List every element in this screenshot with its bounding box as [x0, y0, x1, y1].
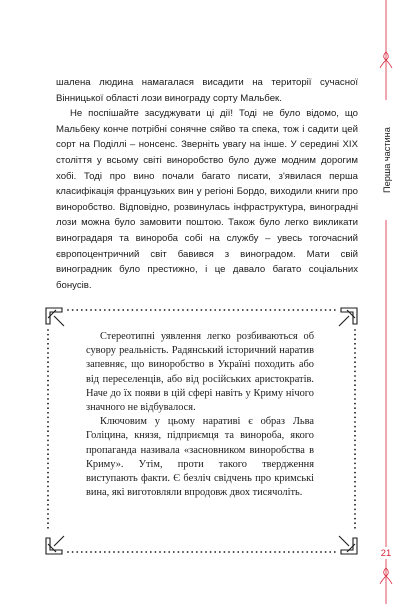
frame-dot [306, 309, 308, 311]
frame-dot [247, 309, 249, 311]
frame-dot [47, 417, 49, 419]
frame-dot [354, 435, 356, 437]
section-label: Перша частина [380, 100, 394, 220]
frame-dot [47, 412, 49, 414]
frame-dot [354, 518, 356, 520]
frame-dot [47, 375, 49, 377]
frame-dot [214, 551, 216, 553]
frame-dot [164, 309, 166, 311]
frame-dot [173, 551, 175, 553]
frame-dot [47, 518, 49, 520]
frame-dot [47, 499, 49, 501]
frame-dot [196, 309, 198, 311]
frame-dot [109, 551, 111, 553]
frame-dot [354, 458, 356, 460]
frame-dot [311, 551, 313, 553]
frame-dot [47, 453, 49, 455]
frame-dot [191, 309, 193, 311]
frame-dot [320, 551, 322, 553]
frame-dot [72, 309, 74, 311]
frame-dot [251, 309, 253, 311]
frame-dot [47, 467, 49, 469]
frame-dot [237, 551, 239, 553]
frame-dot [150, 309, 152, 311]
frame-dot [127, 551, 129, 553]
frame-dot [47, 472, 49, 474]
frame-dot [354, 375, 356, 377]
frame-dot [242, 309, 244, 311]
frame-dot [150, 551, 152, 553]
frame-dot [118, 309, 120, 311]
frame-dot [354, 453, 356, 455]
frame-dot [354, 343, 356, 345]
frame-dot [354, 407, 356, 409]
frame-dot [47, 366, 49, 368]
frame-dot [354, 334, 356, 336]
frame-dot [113, 309, 115, 311]
frame-dot [354, 430, 356, 432]
frame-dot [47, 352, 49, 354]
frame-dot [99, 551, 101, 553]
frame-dot [228, 551, 230, 553]
frame-dot [233, 309, 235, 311]
frame-dot [265, 309, 267, 311]
frame-dot [76, 309, 78, 311]
frame-dot [196, 551, 198, 553]
frame-dot [354, 357, 356, 359]
frame-dot [233, 551, 235, 553]
frame-dot [210, 309, 212, 311]
frame-dot [47, 495, 49, 497]
frame-dot [354, 348, 356, 350]
box-paragraph: Стереотипні уявлення легко розбиваються об сувору реальність. Радянський історичний наратив запевняє, що виноробство в Україні походить або від переселенців, або від російських аристократів. Наче до їх появи в цій сфері навіть у Криму нічого значного не відбувалося. [86, 331, 314, 414]
frame-dot [86, 309, 88, 311]
frame-dot [132, 551, 134, 553]
frame-dot [47, 435, 49, 437]
frame-dot [219, 309, 221, 311]
frame-dot [136, 551, 138, 553]
frame-dot [104, 309, 106, 311]
frame-dot [113, 551, 115, 553]
frame-dot [354, 398, 356, 400]
body-paragraph: Не поспішайте засуджувати ці дії! Тоді не було відомо, що Мальбеку конче потрібні сонячне сяйво та спека, тож і садити цей сорт на Поділлі – нонсенс. Зверніть увагу на інше. У середині XIX століття у всьому світі виноробство було дуже модним дорогим хобі. Тоді про вино почали багато писати, з'явилася перша класифікація французьких вин у регіоні Бордо, виходили книги про виноробство. Відповідно, розвинулась інфраструктура, виноградні лози можна було замовити поштою. Також було легко викликати виноградаря та винороба собі на службу – увесь тогочасний європоцентричний світ бавився з виноградом. Мати свій виноградник було престижно, і це давало багато соціальних бонусів. [56, 108, 358, 291]
frame-dot [274, 309, 276, 311]
frame-dot [354, 509, 356, 511]
frame-dot [228, 309, 230, 311]
frame-dot [329, 309, 331, 311]
frame-dot [354, 504, 356, 506]
frame-dot [47, 421, 49, 423]
frame-dot [127, 309, 129, 311]
frame-dot [297, 551, 299, 553]
frame-dot [47, 463, 49, 465]
frame-dot [47, 527, 49, 529]
frame-dot [47, 348, 49, 350]
frame-dot [191, 551, 193, 553]
frame-dot [334, 309, 336, 311]
frame-dot [47, 426, 49, 428]
page-number: 21 [367, 547, 405, 559]
frame-dot [311, 309, 313, 311]
frame-dot [141, 309, 143, 311]
frame-dot [47, 361, 49, 363]
frame-dot [141, 551, 143, 553]
frame-dot [274, 551, 276, 553]
frame-dot [354, 440, 356, 442]
frame-dot [288, 551, 290, 553]
frame-dot [354, 426, 356, 428]
boxed-text [86, 330, 314, 500]
frame-dot [354, 490, 356, 492]
frame-dot [47, 509, 49, 511]
frame-dot [354, 329, 356, 331]
frame-dot [47, 504, 49, 506]
frame-dot [279, 309, 281, 311]
frame-dot [354, 472, 356, 474]
frame-dot [178, 309, 180, 311]
frame-dot [354, 366, 356, 368]
frame-dot [122, 551, 124, 553]
frame-dot [86, 551, 88, 553]
frame-dot [81, 309, 83, 311]
frame-dot [354, 476, 356, 478]
frame-dot [270, 551, 272, 553]
frame-dot [155, 551, 157, 553]
frame-dot [47, 522, 49, 524]
frame-dot [247, 551, 249, 553]
frame-dot [47, 384, 49, 386]
frame-dot [354, 361, 356, 363]
frame-dot [354, 417, 356, 419]
frame-dot [164, 551, 166, 553]
frame-dot [270, 309, 272, 311]
frame-dot [47, 334, 49, 336]
frame-dot [90, 309, 92, 311]
frame-dot [354, 394, 356, 396]
frame-dot [354, 463, 356, 465]
body-text [56, 75, 358, 293]
frame-dot [47, 357, 49, 359]
frame-dot [260, 551, 262, 553]
frame-dot [47, 444, 49, 446]
frame-dot [354, 421, 356, 423]
frame-dot [47, 476, 49, 478]
box-paragraph: Ключовим у цьому наративі є образ Льва Голіцина, князя, підприємця та винороба, якого пропаганда називала «засновником виноробства в Криму». Утім, проти такого твердження виступають факти. Є безліч свідчень про кримські вина, які виготовляли впродовж двох тисячоліть. [86, 416, 314, 499]
frame-dot [242, 551, 244, 553]
frame-dot [47, 490, 49, 492]
frame-dot [47, 449, 49, 451]
frame-dot [182, 551, 184, 553]
frame-dot [67, 551, 69, 553]
frame-dot [47, 513, 49, 515]
frame-dot [354, 495, 356, 497]
frame-dot [47, 440, 49, 442]
frame-dot [205, 309, 207, 311]
frame-dot [81, 551, 83, 553]
frame-dot [47, 407, 49, 409]
frame-dot [47, 394, 49, 396]
frame-dot [354, 481, 356, 483]
frame-dot [72, 551, 74, 553]
frame-dot [104, 551, 106, 553]
frame-dot [90, 551, 92, 553]
frame-dot [187, 309, 189, 311]
frame-dot [210, 551, 212, 553]
frame-dot [182, 309, 184, 311]
frame-dot [237, 309, 239, 311]
frame-dot [159, 551, 161, 553]
frame-dot [67, 309, 69, 311]
frame-dot [334, 551, 336, 553]
frame-dot [47, 486, 49, 488]
frame-dot [316, 309, 318, 311]
frame-dot [155, 309, 157, 311]
frame-dot [47, 389, 49, 391]
frame-dot [293, 309, 295, 311]
frame-dot [178, 551, 180, 553]
frame-dot [168, 551, 170, 553]
sidebar-rule [376, 0, 396, 604]
frame-dot [47, 481, 49, 483]
frame-dot [224, 309, 226, 311]
frame-dot [306, 551, 308, 553]
frame-dot [47, 380, 49, 382]
frame-dot [293, 551, 295, 553]
frame-dot [354, 380, 356, 382]
frame-dot [205, 551, 207, 553]
frame-dot [354, 412, 356, 414]
frame-dot [187, 551, 189, 553]
frame-dot [47, 371, 49, 373]
frame-dot [354, 389, 356, 391]
frame-dot [283, 551, 285, 553]
frame-dot [118, 551, 120, 553]
frame-dot [47, 458, 49, 460]
frame-dot [47, 430, 49, 432]
frame-dot [320, 309, 322, 311]
frame-dot [354, 527, 356, 529]
frame-dot [354, 338, 356, 340]
frame-dot [256, 551, 258, 553]
frame-dot [201, 551, 203, 553]
frame-dot [47, 329, 49, 331]
frame-dot [354, 449, 356, 451]
frame-dot [95, 309, 97, 311]
frame-dot [122, 309, 124, 311]
frame-dot [95, 551, 97, 553]
frame-dot [354, 384, 356, 386]
frame-dot [325, 309, 327, 311]
frame-dot [145, 309, 147, 311]
frame-dot [260, 309, 262, 311]
frame-dot [99, 309, 101, 311]
frame-dot [47, 338, 49, 340]
frame-dot [47, 403, 49, 405]
frame-dot [354, 352, 356, 354]
frame-dot [256, 309, 258, 311]
frame-dot [159, 309, 161, 311]
frame-dot [168, 309, 170, 311]
frame-dot [354, 467, 356, 469]
frame-dot [224, 551, 226, 553]
frame-dot [297, 309, 299, 311]
frame-dot [354, 403, 356, 405]
frame-dot [288, 309, 290, 311]
frame-dot [136, 309, 138, 311]
frame-dot [47, 398, 49, 400]
frame-dot [279, 551, 281, 553]
frame-dot [76, 551, 78, 553]
frame-dot [329, 551, 331, 553]
frame-dot [325, 551, 327, 553]
frame-dot [109, 309, 111, 311]
frame-dot [145, 551, 147, 553]
frame-dot [354, 444, 356, 446]
frame-dot [302, 309, 304, 311]
frame-dot [201, 309, 203, 311]
frame-dot [354, 499, 356, 501]
frame-dot [265, 551, 267, 553]
frame-dot [132, 309, 134, 311]
frame-dot [354, 486, 356, 488]
frame-dot [173, 309, 175, 311]
frame-dot [219, 551, 221, 553]
frame-dot [214, 309, 216, 311]
frame-dot [302, 551, 304, 553]
frame-dot [251, 551, 253, 553]
body-paragraph: шалена людина намагалася висадити на території сучасної Вінницької області лози винограду сорту Мальбек. [56, 77, 358, 104]
frame-dot [316, 551, 318, 553]
frame-dot [47, 343, 49, 345]
frame-dot [354, 371, 356, 373]
frame-dot [354, 513, 356, 515]
frame-dot [283, 309, 285, 311]
frame-dot [354, 522, 356, 524]
